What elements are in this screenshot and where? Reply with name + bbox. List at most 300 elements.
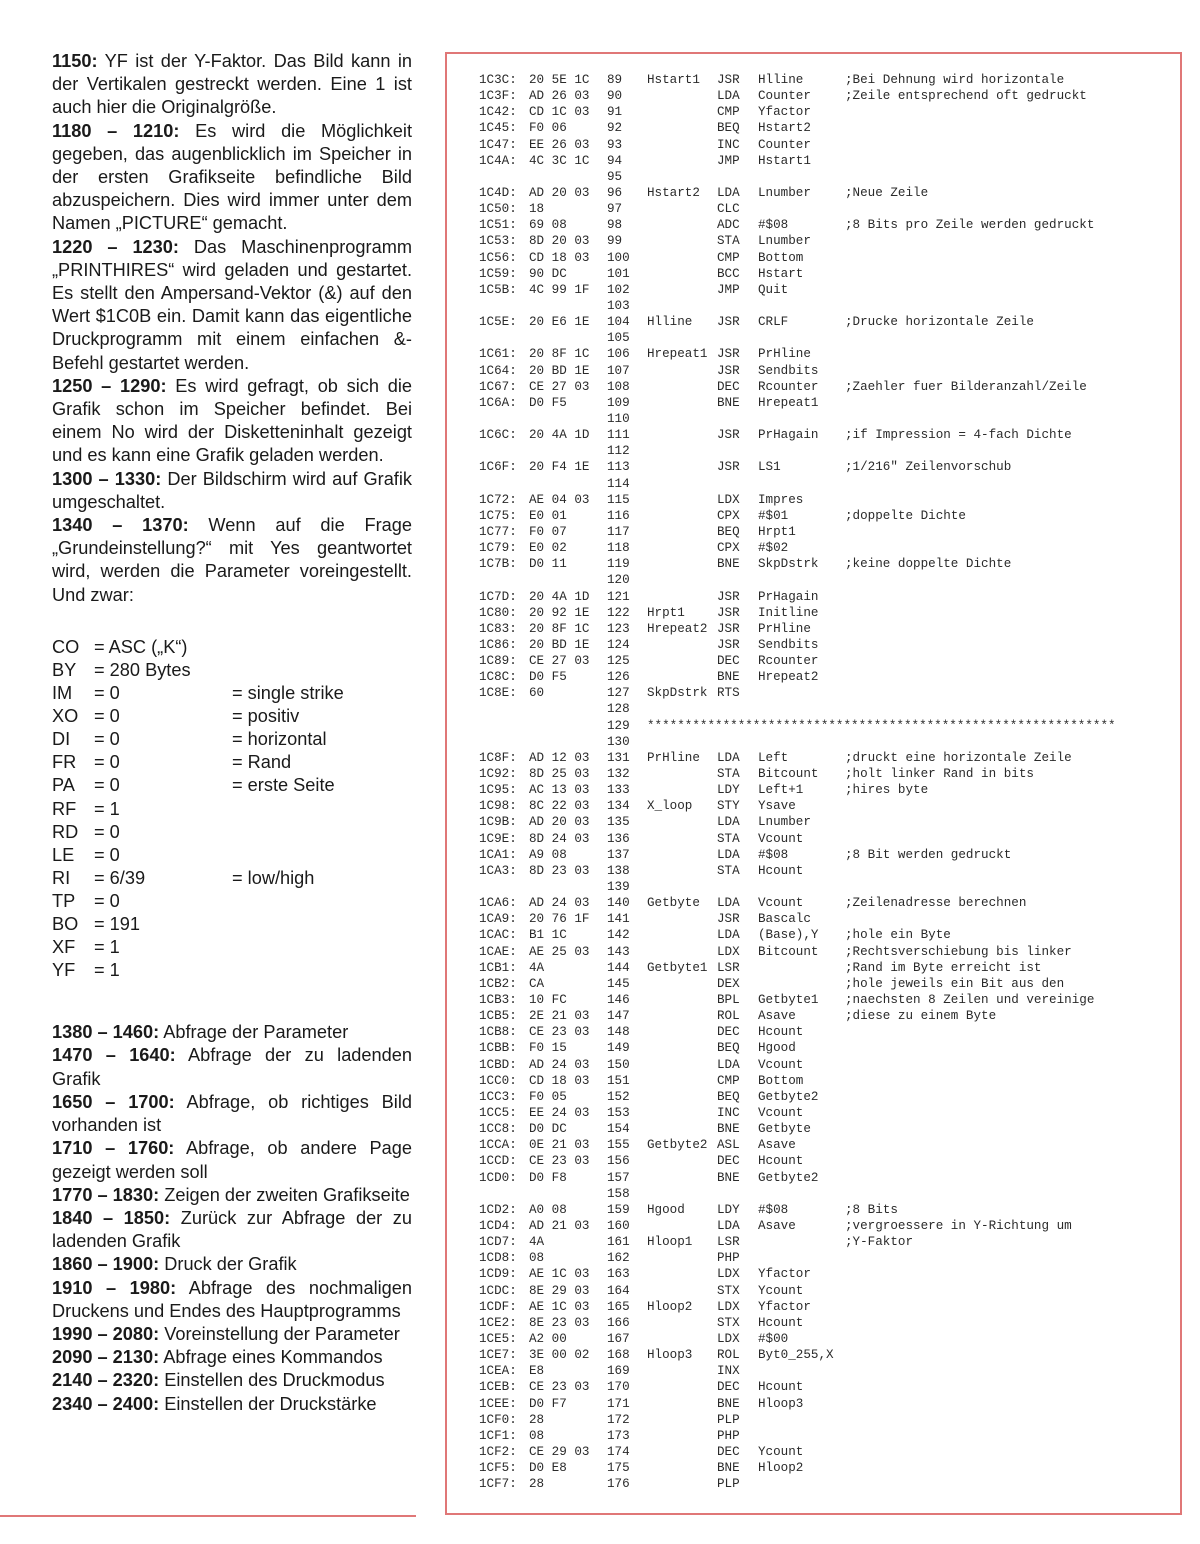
comment: ;Y-Faktor: [845, 1235, 914, 1250]
hex-bytes: F0 07: [529, 524, 567, 539]
listing-row: [479, 88, 1179, 104]
listing-row: [479, 1218, 1179, 1234]
parameter-name: TP: [52, 890, 76, 911]
line-range: 1250 – 1290:: [52, 375, 167, 396]
line-range: 1470 – 1640:: [52, 1045, 176, 1066]
listing-row: [479, 459, 1179, 475]
listing-row: [479, 379, 1179, 395]
address: 1C89:: [479, 654, 517, 669]
listing-row: [479, 266, 1179, 282]
operand: Quit: [758, 282, 789, 297]
hex-bytes: 2E 21 03: [529, 1009, 590, 1024]
opcode: BEQ: [717, 1089, 740, 1104]
hex-bytes: A9 08: [529, 847, 567, 862]
hex-bytes: AD 20 03: [529, 185, 590, 200]
line-number: 144: [607, 960, 630, 975]
address: 1CD7:: [479, 1235, 517, 1250]
opcode: STX: [717, 1283, 740, 1298]
listing-row: [479, 1347, 1179, 1363]
parameter-value: = 0: [94, 729, 120, 750]
hex-bytes: AD 26 03: [529, 89, 590, 104]
operand: #$01: [758, 508, 789, 523]
paragraph-text: Einstellen des Druckmodus: [159, 1370, 385, 1391]
line-number: 119: [607, 557, 630, 572]
line-number: 123: [607, 621, 630, 636]
comment: ;Rand im Byte erreicht ist: [845, 960, 1042, 975]
hex-bytes: AE 1C 03: [529, 1267, 590, 1282]
operand: PrHagain: [758, 428, 819, 443]
hex-bytes: 8D 23 03: [529, 863, 590, 878]
comment: ;hole jeweils ein Bit aus den: [845, 976, 1065, 991]
opcode: ROL: [717, 1348, 740, 1363]
opcode: INC: [717, 137, 740, 152]
paragraph: [52, 1184, 412, 1207]
parameter-name: RD: [52, 821, 79, 842]
operand: Hstart1: [758, 153, 811, 168]
opcode: PHP: [717, 1251, 740, 1266]
listing-row: [479, 863, 1179, 879]
opcode: STA: [717, 831, 740, 846]
parameter-row: [52, 682, 412, 705]
line-number: 166: [607, 1315, 630, 1330]
operand: Lnumber: [758, 815, 811, 830]
address: 1C67:: [479, 379, 517, 394]
listing-row: [479, 1379, 1179, 1395]
listing-row: [479, 201, 1179, 217]
operand: PrHline: [758, 621, 811, 636]
paragraph-text: Der Bildschirm wird auf Grafik umgeschaltet.: [52, 468, 412, 512]
address: 1C8E:: [479, 686, 517, 701]
address: 1CB2:: [479, 976, 517, 991]
parameter-name: XO: [52, 706, 79, 727]
label: Hrepeat2: [647, 621, 708, 636]
opcode: STA: [717, 863, 740, 878]
opcode: LDA: [717, 815, 740, 830]
hex-bytes: 20 BD 1E: [529, 363, 590, 378]
line-number: 155: [607, 1138, 630, 1153]
operand: Hstart: [758, 266, 804, 281]
address: 1CAE:: [479, 944, 517, 959]
operand: Vcount: [758, 1057, 804, 1072]
parameter-name: XF: [52, 937, 76, 958]
listing-row: [479, 1315, 1179, 1331]
listing-row: [479, 508, 1179, 524]
address: 1C9E:: [479, 831, 517, 846]
listing-row: [479, 1283, 1179, 1299]
separator-stars: **************************************************************: [647, 718, 1116, 733]
listing-row: [479, 653, 1179, 669]
hex-bytes: 8E 23 03: [529, 1315, 590, 1330]
parameter-name: IM: [52, 683, 73, 704]
opcode: BNE: [717, 1170, 740, 1185]
paragraph: [52, 1091, 412, 1137]
opcode: LDA: [717, 750, 740, 765]
opcode: INC: [717, 1106, 740, 1120]
listing-row: [479, 734, 1179, 750]
line-number: 156: [607, 1154, 630, 1169]
line-number: 143: [607, 944, 630, 959]
opcode: BNE: [717, 395, 740, 410]
listing-row: [479, 1153, 1179, 1169]
hex-bytes: 08: [529, 1251, 545, 1266]
line-number: 159: [607, 1202, 630, 1217]
hex-bytes: 60: [529, 686, 545, 701]
listing-row: [479, 1202, 1179, 1218]
label: Hrepeat1: [647, 347, 708, 362]
operand: Counter: [758, 89, 811, 104]
hex-bytes: D0 F8: [529, 1170, 567, 1185]
opcode: JMP: [717, 153, 740, 168]
address: 1CDC:: [479, 1283, 517, 1298]
hex-bytes: CA: [529, 976, 545, 991]
listing-row: [479, 992, 1179, 1008]
parameter-row: [52, 798, 412, 821]
listing-row: [479, 120, 1179, 136]
address: 1C9B:: [479, 815, 517, 830]
line-number: 111: [607, 428, 630, 443]
hex-bytes: AE 25 03: [529, 944, 590, 959]
opcode: LDA: [717, 896, 740, 911]
hex-bytes: AD 24 03: [529, 896, 590, 911]
comment: ;druckt eine horizontale Zeile: [845, 750, 1072, 765]
hex-bytes: D0 11: [529, 557, 567, 572]
hex-bytes: 0E 21 03: [529, 1138, 590, 1153]
listing-row: [479, 685, 1179, 701]
listing-row: [479, 363, 1179, 379]
address: 1C8C:: [479, 670, 517, 685]
listing-row: [479, 1428, 1179, 1444]
comment: ;if Impression = 4-fach Dichte: [845, 428, 1072, 443]
address: 1CB5:: [479, 1009, 517, 1024]
opcode: JMP: [717, 282, 740, 297]
line-number: 172: [607, 1412, 630, 1427]
listing-row: [479, 346, 1179, 362]
listing-row: [479, 1299, 1179, 1315]
paragraph-text: Es wird die Möglichkeit gegeben, das augenblicklich im Speicher in der ersten Grafikseite befindliche Bild abzuspeichern. Dies wird immer unter dem Namen „PICTURE“ gemacht.: [52, 120, 412, 234]
line-number: 175: [607, 1461, 630, 1476]
comment: ;Drucke horizontale Zeile: [845, 315, 1034, 330]
opcode: JSR: [717, 605, 740, 620]
listing-row: [479, 330, 1179, 346]
opcode: JSR: [717, 621, 740, 636]
address: 1C3C:: [479, 73, 517, 87]
address: 1C61:: [479, 347, 517, 362]
line-number: 168: [607, 1348, 630, 1363]
line-number: 109: [607, 395, 630, 410]
operand: Asave: [758, 1218, 796, 1233]
address: 1C45:: [479, 121, 517, 136]
listing-row: [479, 1170, 1179, 1186]
opcode: LDA: [717, 847, 740, 862]
opcode: LDA: [717, 1218, 740, 1233]
hex-bytes: 4A: [529, 1235, 545, 1250]
opcode: LDX: [717, 1331, 740, 1346]
line-number: 95: [607, 169, 623, 184]
operand: Sendbits: [758, 637, 819, 652]
listing-row: [479, 1444, 1179, 1460]
line-number: 92: [607, 121, 623, 136]
address: 1C3F:: [479, 89, 517, 104]
hex-bytes: 18: [529, 202, 545, 217]
comment: ;naechsten 8 Zeilen und vereinige: [845, 993, 1095, 1008]
operand: CRLF: [758, 315, 789, 330]
operand: #$00: [758, 1331, 789, 1346]
parameter-name: RI: [52, 867, 71, 888]
paragraph-text: Abfrage des nochmaligen Druckens und Endes des Hauptprogramms: [52, 1277, 413, 1321]
hex-bytes: CD 18 03: [529, 1073, 590, 1088]
hex-bytes: CE 23 03: [529, 1154, 590, 1169]
listing-row: [479, 766, 1179, 782]
parameter-row: [52, 936, 412, 959]
address: 1C50:: [479, 202, 517, 217]
opcode: BNE: [717, 557, 740, 572]
hex-bytes: F0 15: [529, 1041, 567, 1056]
parameter-value: = 0: [94, 844, 120, 865]
parameter-name: LE: [52, 844, 75, 865]
line-number: 97: [607, 202, 623, 217]
listing-row: [479, 1121, 1179, 1137]
hex-bytes: EE 26 03: [529, 137, 590, 152]
hex-bytes: 8D 20 03: [529, 234, 590, 249]
parameter-desc: = horizontal: [232, 729, 327, 750]
listing-row: [479, 1089, 1179, 1105]
address: 1CB3:: [479, 993, 517, 1008]
operand: #$08: [758, 847, 789, 862]
comment: ;diese zu einem Byte: [845, 1009, 997, 1024]
operand: #$02: [758, 541, 789, 556]
address: 1CF5:: [479, 1461, 517, 1476]
label: Getbyte2: [647, 1138, 708, 1153]
address: 1C7B:: [479, 557, 517, 572]
operand: Hcount: [758, 1315, 804, 1330]
opcode: LDX: [717, 944, 740, 959]
opcode: LSR: [717, 960, 740, 975]
paragraph: [52, 1369, 412, 1392]
line-number: 150: [607, 1057, 630, 1072]
operand: (Base),Y: [758, 928, 819, 943]
listing-row: [479, 1250, 1179, 1266]
parameter-value: = 280 Bytes: [94, 659, 191, 680]
listing-row: [479, 153, 1179, 169]
parameter-name: DI: [52, 729, 71, 750]
hex-bytes: 20 BD 1E: [529, 637, 590, 652]
paragraph: [52, 375, 412, 468]
operand: Counter: [758, 137, 811, 152]
opcode: BCC: [717, 266, 740, 281]
line-number: 134: [607, 799, 630, 814]
opcode: LDA: [717, 89, 740, 104]
parameter-name: BO: [52, 914, 79, 934]
operand: Hcount: [758, 1154, 804, 1169]
line-number: 176: [607, 1477, 630, 1492]
line-number: 108: [607, 379, 630, 394]
listing-row: [479, 1396, 1179, 1412]
parameter-name: PA: [52, 775, 75, 796]
address: 1CBB:: [479, 1041, 517, 1056]
comment: ;8 Bit werden gedruckt: [845, 847, 1012, 862]
hex-bytes: 10 FC: [529, 993, 567, 1008]
opcode: BNE: [717, 1396, 740, 1411]
line-range: 1150:: [52, 51, 98, 71]
listing-row: [479, 572, 1179, 588]
comment: ;holt linker Rand in bits: [845, 767, 1034, 782]
paragraph-text: Das Maschinenprogramm „PRINTHIRES“ wird geladen und gestartet. Es stellt den Ampersand-Vektor (&) auf den Wert $1C0B ein. Damit kann das eigentliche Druckprogramm mit einem einfachen &-Befehl gestartet werden.: [52, 236, 413, 373]
line-number: 173: [607, 1428, 630, 1443]
listing-row: [479, 443, 1179, 459]
operand: Ycount: [758, 1444, 804, 1459]
line-number: 112: [607, 444, 630, 459]
hex-bytes: D0 F5: [529, 670, 567, 685]
label: Getbyte1: [647, 960, 708, 975]
label: Hloop2: [647, 1299, 693, 1314]
parameter-desc: = single strike: [232, 683, 344, 704]
listing-row: [479, 879, 1179, 895]
line-number: 130: [607, 734, 630, 749]
parameter-row: [52, 890, 412, 913]
address: 1C5B:: [479, 282, 517, 297]
line-number: 141: [607, 912, 630, 927]
opcode: BNE: [717, 1122, 740, 1137]
parameter-value: = 1: [94, 937, 120, 958]
description-list: [52, 1021, 412, 1415]
line-number: 164: [607, 1283, 630, 1298]
hex-bytes: 20 4A 1D: [529, 428, 590, 443]
parameter-value: = 0: [94, 752, 120, 773]
listing-row: [479, 1040, 1179, 1056]
listing-row: [479, 476, 1179, 492]
line-number: 162: [607, 1251, 630, 1266]
listing-row: [479, 1073, 1179, 1089]
label: PrHline: [647, 750, 700, 765]
listing-row: [479, 137, 1179, 153]
address: 1CA9:: [479, 912, 517, 927]
listing-row: [479, 637, 1179, 653]
operand: Byt0_255,X: [758, 1348, 834, 1363]
operand: Getbyte2: [758, 1170, 819, 1185]
address: 1CD8:: [479, 1251, 517, 1266]
paragraph: [52, 50, 412, 120]
line-number: 138: [607, 863, 630, 878]
line-range: 1180 – 1210:: [52, 120, 180, 141]
line-number: 118: [607, 541, 630, 556]
operand: Ysave: [758, 799, 796, 814]
hex-bytes: 20 8F 1C: [529, 621, 590, 636]
parameter-row: [52, 705, 412, 728]
listing-row: [479, 1105, 1179, 1121]
line-number: 94: [607, 153, 623, 168]
operand: Hcount: [758, 1380, 804, 1395]
line-number: 174: [607, 1444, 630, 1459]
paragraph-text: Abfrage eines Kommandos: [159, 1347, 383, 1368]
listing-row: [479, 217, 1179, 233]
hex-bytes: 8C 22 03: [529, 799, 590, 814]
listing-row: [479, 1186, 1179, 1202]
opcode: JSR: [717, 460, 740, 475]
parameter-value: = 1: [94, 960, 120, 981]
line-number: 139: [607, 880, 630, 895]
address: 1CDF:: [479, 1299, 517, 1314]
paragraph: [52, 1021, 412, 1044]
opcode: ADC: [717, 218, 740, 233]
operand: Hgood: [758, 1041, 796, 1056]
hex-bytes: 20 8F 1C: [529, 347, 590, 362]
operand: Bitcount: [758, 767, 819, 782]
listing-row: [479, 1266, 1179, 1282]
operand: Impres: [758, 492, 804, 507]
address: 1CF0:: [479, 1412, 517, 1427]
comment: ;Rechtsverschiebung bis linker: [845, 944, 1072, 959]
line-number: 129: [607, 718, 630, 733]
listing-row: [479, 831, 1179, 847]
hex-bytes: D0 DC: [529, 1122, 567, 1137]
operand: Asave: [758, 1138, 796, 1153]
line-number: 96: [607, 185, 623, 200]
hex-bytes: 69 08: [529, 218, 567, 233]
address: 1CE5:: [479, 1331, 517, 1346]
line-number: 105: [607, 331, 630, 346]
paragraph: [52, 1207, 412, 1253]
operand: Lnumber: [758, 185, 811, 200]
hex-bytes: CE 29 03: [529, 1444, 590, 1459]
line-number: 165: [607, 1299, 630, 1314]
line-number: 158: [607, 1186, 630, 1201]
address: 1C8F:: [479, 750, 517, 765]
line-number: 170: [607, 1380, 630, 1395]
listing-row: [479, 314, 1179, 330]
label: Hrpt1: [647, 605, 685, 620]
line-number: 133: [607, 783, 630, 798]
hex-bytes: E8: [529, 1364, 545, 1379]
parameter-name: FR: [52, 752, 77, 773]
line-range: 2090 – 2130:: [52, 1347, 160, 1368]
operand: #$08: [758, 1202, 789, 1217]
address: 1C42:: [479, 105, 517, 120]
operand: Bottom: [758, 250, 804, 265]
line-number: 153: [607, 1106, 630, 1120]
parameter-value: = 6/39: [94, 867, 146, 888]
address: 1C86:: [479, 637, 517, 652]
address: 1CB8:: [479, 1025, 517, 1040]
comment: ;keine doppelte Dichte: [845, 557, 1012, 572]
opcode: LDY: [717, 783, 740, 798]
line-number: 115: [607, 492, 630, 507]
address: 1CE7:: [479, 1348, 517, 1363]
line-range: 2140 – 2320:: [52, 1370, 160, 1391]
line-number: 132: [607, 767, 630, 782]
opcode: PLP: [717, 1412, 740, 1427]
hex-bytes: CD 18 03: [529, 250, 590, 265]
address: 1CC3:: [479, 1089, 517, 1104]
address: 1CC0:: [479, 1073, 517, 1088]
operand: SkpDstrk: [758, 557, 819, 572]
hex-bytes: 20 F4 1E: [529, 460, 590, 475]
operand: Hloop3: [758, 1396, 804, 1411]
listing-row: [479, 411, 1179, 427]
line-number: 151: [607, 1073, 630, 1088]
hex-bytes: 8E 29 03: [529, 1283, 590, 1298]
listing-row: [479, 847, 1179, 863]
address: 1C83:: [479, 621, 517, 636]
listing-row: [479, 1137, 1179, 1153]
line-number: 110: [607, 411, 630, 426]
hex-bytes: CE 27 03: [529, 654, 590, 669]
operand: Yfactor: [758, 105, 811, 120]
parameter-value: = 0: [94, 683, 120, 704]
operand: Hcount: [758, 1025, 804, 1040]
operand: Ycount: [758, 1283, 804, 1298]
parameter-row: [52, 636, 412, 659]
parameter-value: = 191: [94, 914, 141, 934]
